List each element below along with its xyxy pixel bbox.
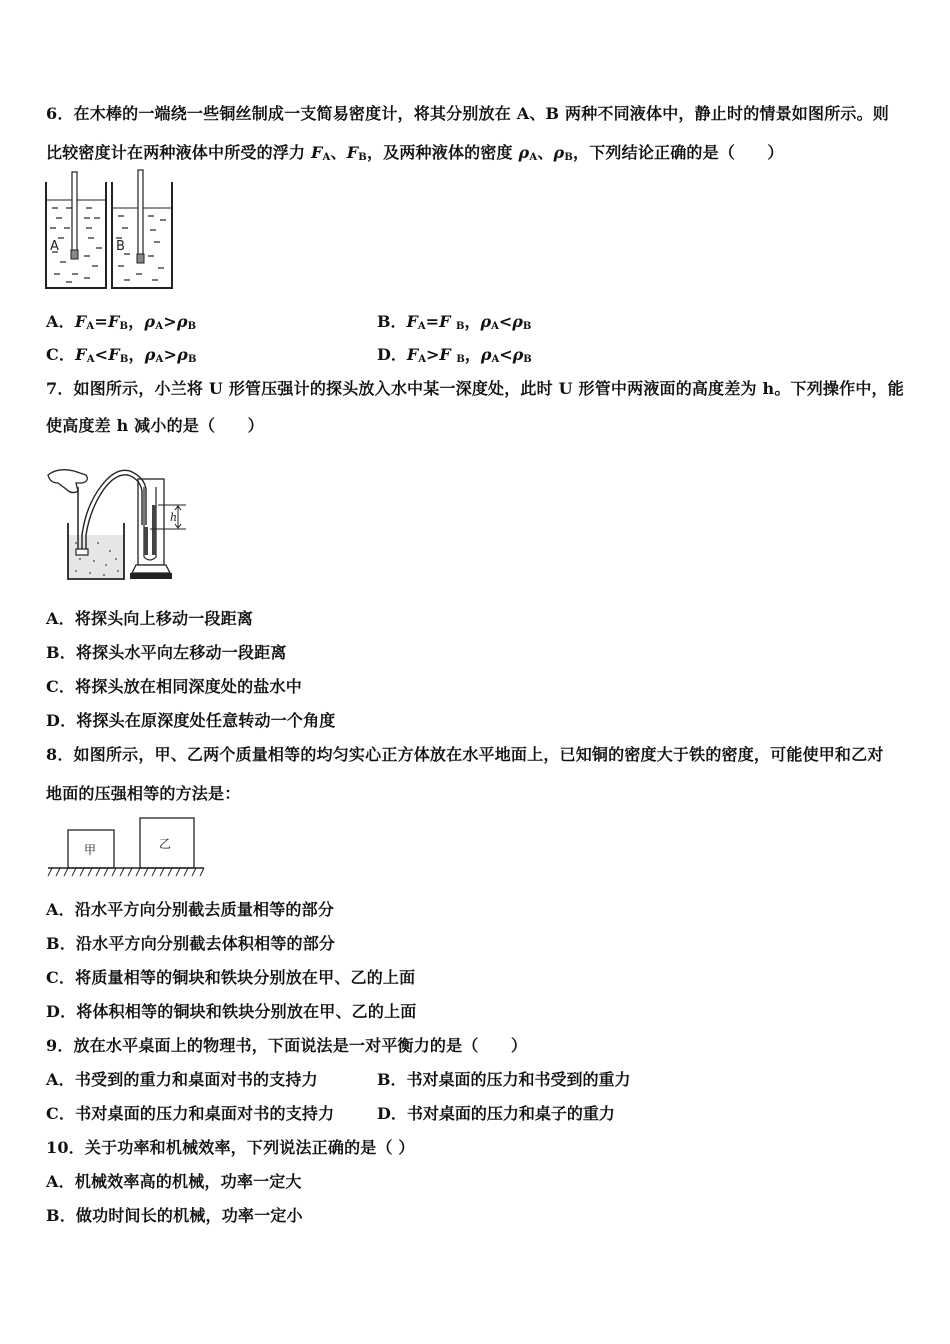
q10-option-a[interactable]: A．机械效率高的机械，功率一定大 bbox=[46, 1172, 302, 1191]
q6-stem-line1: 6．在木棒的一端绕一些铜丝制成一支简易密度计，将其分别放在 A、B 两种不同液体中，静止时的情景如图所示。则 bbox=[46, 104, 890, 123]
q7-option-c[interactable]: C．将探头放在相同深度处的盐水中 bbox=[46, 677, 302, 696]
q8-option-b[interactable]: B．沿水平方向分别截去体积相等的部分 bbox=[46, 934, 336, 953]
q7-option-d[interactable]: D．将探头在原深度处任意转动一个角度 bbox=[46, 711, 336, 730]
beaker-b-label: B bbox=[116, 239, 125, 254]
q8-option-d[interactable]: D．将体积相等的铜块和铁块分别放在甲、乙的上面 bbox=[46, 1002, 417, 1021]
q8-stem-line2: 地面的压强相等的方法是： bbox=[46, 784, 241, 803]
q6-option-b[interactable]: B．$F_A=F$ $_B$，$\rho_A<\rho_B$ bbox=[377, 312, 532, 332]
q8-stem-line1: 8．如图所示，甲、乙两个质量相等的均匀实心正方体放在水平地面上，已知铜的密度大于铁的密度，可能使甲和乙对 bbox=[46, 745, 884, 764]
q7-option-b[interactable]: B．将探头水平向左移动一段距离 bbox=[46, 643, 287, 662]
q6-option-d[interactable]: D．$F_A>F$ $_B$，$\rho_A<\rho_B$ bbox=[377, 345, 532, 365]
cube-yi-label: 乙 bbox=[159, 837, 172, 851]
q8-cubes-figure bbox=[46, 814, 206, 880]
q6-stem-line2: 比较密度计在两种液体中所受的浮力 $F_A$、$F_B$，及两种液体的密度 $\rho_A$、$\rho_B$，下列结论正确的是（ ） bbox=[46, 143, 784, 163]
q10-option-b[interactable]: B．做功时间长的机械，功率一定小 bbox=[46, 1206, 303, 1225]
q6-densimeter-figure bbox=[44, 170, 176, 292]
beaker-a-label: A bbox=[50, 239, 59, 254]
q9-option-c[interactable]: C．书对桌面的压力和桌面对书的支持力 bbox=[46, 1104, 335, 1123]
q7-option-a[interactable]: A．将探头向上移动一段距离 bbox=[46, 609, 254, 628]
q9-option-d[interactable]: D．书对桌面的压力和桌子的重力 bbox=[377, 1104, 615, 1123]
q7-pressure-gauge-figure bbox=[46, 465, 191, 583]
q6-option-a[interactable]: A．$F_A=F_B$，$\rho_A>\rho_B$ bbox=[46, 312, 197, 332]
q9-option-b[interactable]: B．书对桌面的压力和书受到的重力 bbox=[377, 1070, 631, 1089]
height-diff-label: h bbox=[170, 511, 178, 524]
cube-jia-label: 甲 bbox=[84, 843, 97, 857]
q10-stem: 10．关于功率和机械效率，下列说法正确的是（ ） bbox=[46, 1138, 415, 1157]
q6-option-c[interactable]: C．$F_A<F_B$，$\rho_A>\rho_B$ bbox=[46, 345, 197, 365]
q9-option-a[interactable]: A．书受到的重力和桌面对书的支持力 bbox=[46, 1070, 318, 1089]
q7-stem-line1: 7．如图所示，小兰将 U 形管压强计的探头放入水中某一深度处，此时 U 形管中两液面的高度差为 h。下列操作中，能 bbox=[46, 379, 904, 398]
q7-stem-line2: 使高度差 h 减小的是（ ） bbox=[46, 416, 264, 435]
q8-option-c[interactable]: C．将质量相等的铜块和铁块分别放在甲、乙的上面 bbox=[46, 968, 416, 987]
q9-stem: 9．放在水平桌面上的物理书，下面说法是一对平衡力的是（ ） bbox=[46, 1036, 528, 1055]
q8-option-a[interactable]: A．沿水平方向分别截去质量相等的部分 bbox=[46, 900, 335, 919]
